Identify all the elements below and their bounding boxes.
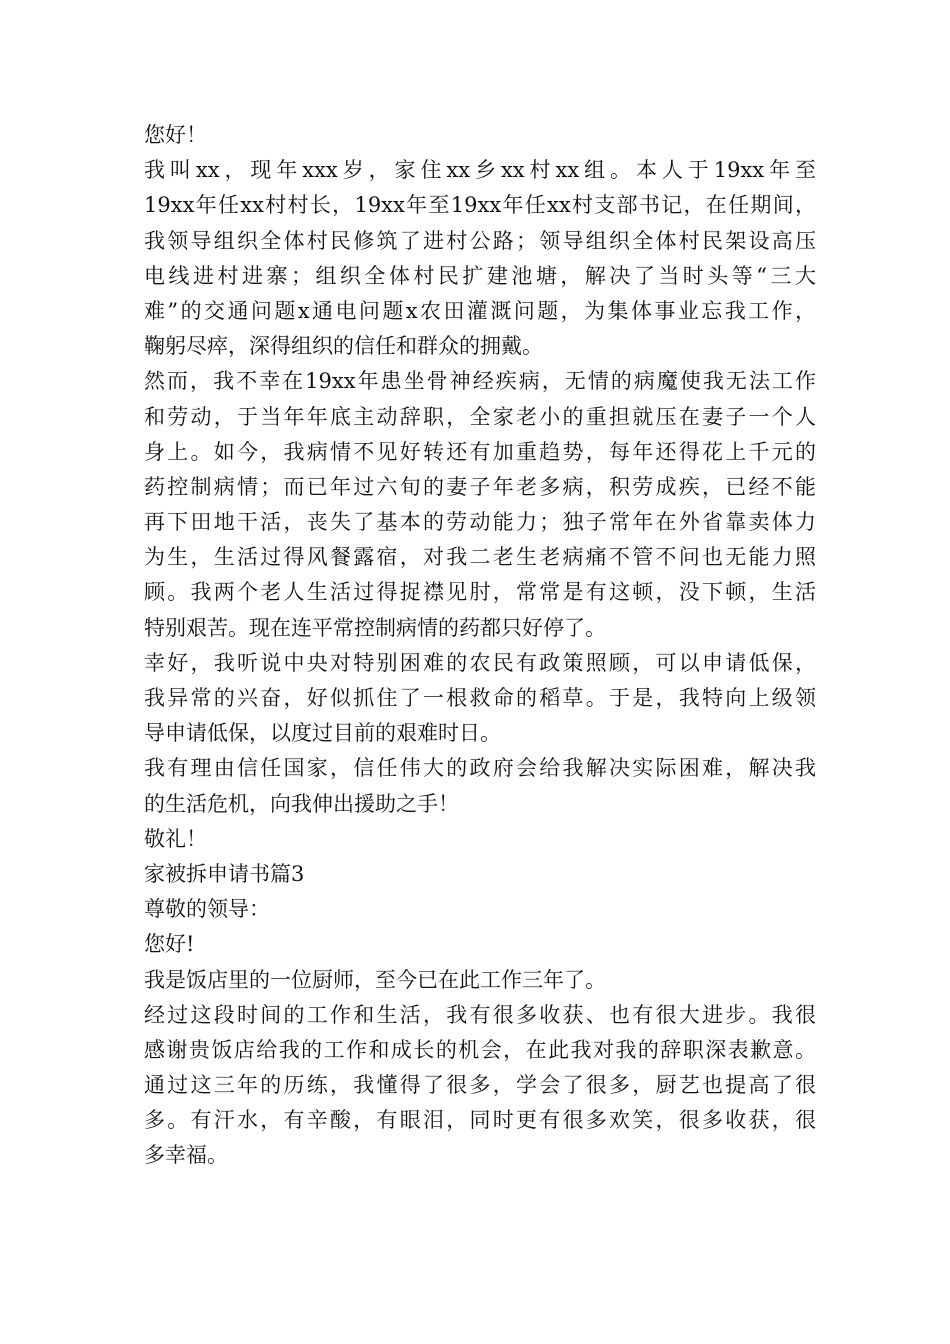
text-line: 我有理由信任国家，信任伟大的政府会给我解决实际困难，解决我: [144, 756, 816, 781]
text-line: 我叫xx，现年xxx岁，家住xx乡xx村xx组。本人于19xx年至: [144, 158, 816, 183]
text-line: 身上。如今，我病情不见好转还有加重趋势，每年还得花上千元的: [144, 439, 816, 464]
text-line: 我领导组织全体村民修筑了进村公路；领导组织全体村民架设高压: [144, 228, 816, 253]
text-line: 药控制病情；而已年过六旬的妻子年老多病，积劳成疾，已经不能: [144, 474, 816, 499]
text-line: 我是饭店里的一位厨师，至今已在此工作三年了。: [144, 967, 606, 992]
text-line: 然而，我不幸在19xx年患坐骨神经疾病，无情的病魔使我无法工作: [144, 369, 816, 394]
text-line: 我异常的兴奋，好似抓住了一根救命的稻草。于是，我特向上级领: [144, 686, 816, 710]
text-line: 尊敬的领导：: [144, 897, 270, 922]
text-line: 多幸福。: [144, 1143, 228, 1168]
text-line: 您好！: [144, 123, 207, 147]
text-line: 电线进村进寨；组织全体村民扩建池塘，解决了当时头等“三大: [144, 263, 816, 288]
text-line: 经过这段时间的工作和生活，我有很多收获、也有很大进步。我很: [144, 1002, 816, 1027]
text-line: 为生，生活过得风餐露宿，对我二老生老病痛不管不问也无能力照: [144, 545, 816, 570]
text-line: 感谢贵饭店给我的工作和成长的机会，在此我对我的辞职深表歉意。: [144, 1037, 816, 1062]
text-line: 顾。我两个老人生活过得捉襟见肘，常常是有这顿，没下顿，生活: [144, 580, 816, 605]
text-line: 通过这三年的历练，我懂得了很多，学会了很多，厨艺也提高了很: [144, 1073, 816, 1098]
text-line: 特别艰苦。现在连平常控制病情的药都只好停了。: [144, 615, 606, 640]
text-line: 和劳动，于当年年底主动辞职，全家老小的重担就压在妻子一个人: [144, 404, 816, 429]
text-line: 鞠躬尽瘁，深得组织的信任和群众的拥戴。: [144, 334, 543, 359]
text-line: 幸好，我听说中央对特别困难的农民有政策照顾，可以申请低保，: [144, 650, 816, 675]
text-line: 导申请低保，以度过目前的艰难时日。: [144, 721, 501, 746]
document-body: [144, 118, 816, 1174]
text-line: 多。有汗水，有辛酸，有眼泪，同时更有很多欢笑，很多收获，很: [144, 1108, 816, 1133]
text-line: 敬礼！: [144, 826, 207, 851]
text-line: 难”的交通问题x通电问题x农田灌溉问题，为集体事业忘我工作，: [144, 298, 816, 323]
text-line: 您好!: [144, 932, 195, 957]
text-line: 家被拆申请书篇3: [144, 861, 305, 886]
text-line: 19xx年任xx村村长，19xx年至19xx年任xx村支部书记，在任期间，: [144, 193, 816, 218]
text-line: 的生活危机，向我伸出援助之手！: [144, 791, 459, 816]
text-line: 再下田地干活，丧失了基本的劳动能力；独子常年在外省靠卖体力: [144, 510, 816, 535]
